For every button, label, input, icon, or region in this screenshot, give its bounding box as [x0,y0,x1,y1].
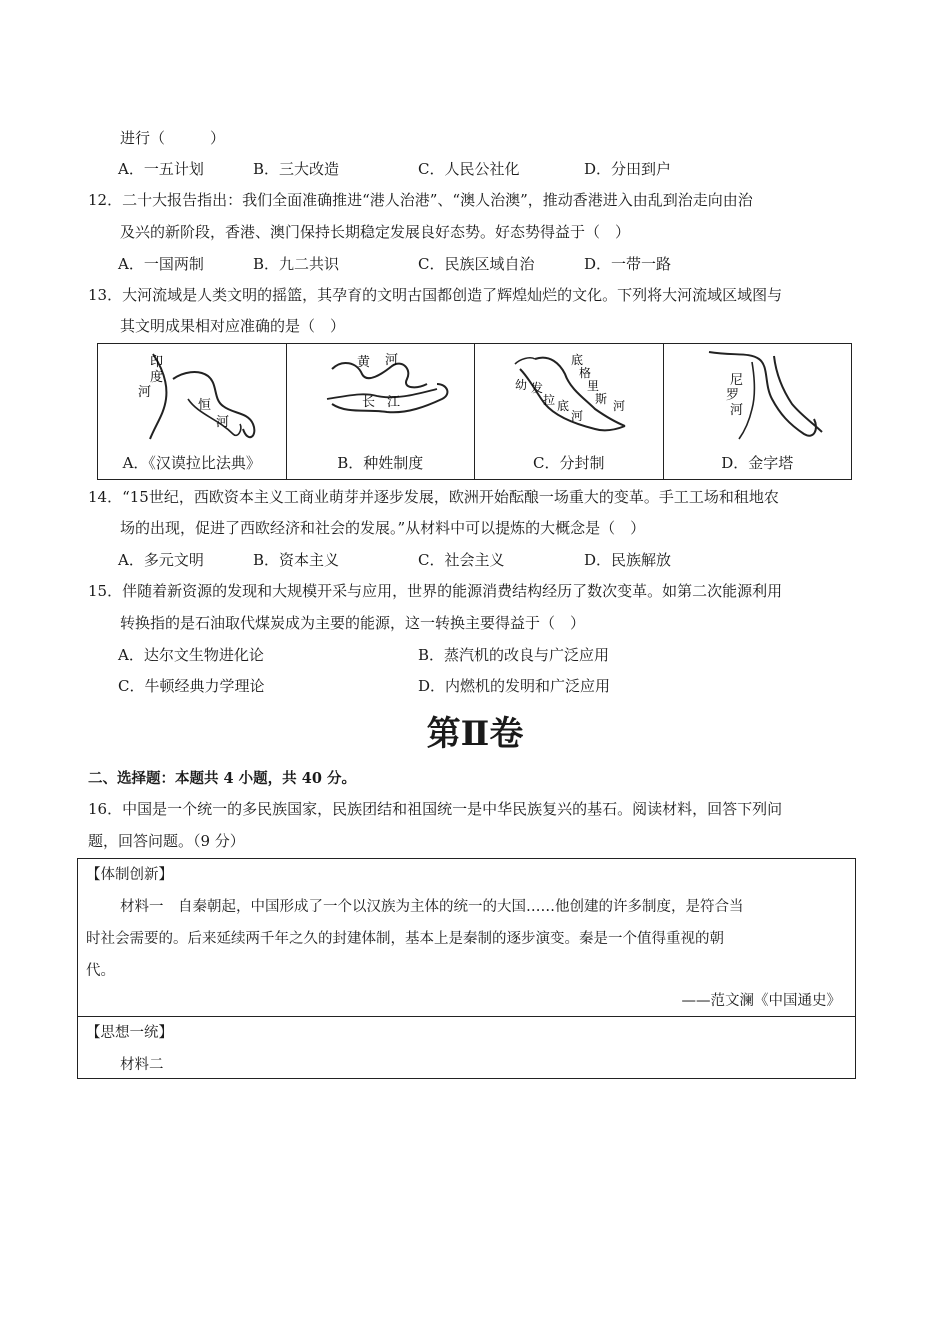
q16-stem-line2 [0,829,950,853]
q14-option-d[interactable]: D．民族解放 [584,551,672,569]
map-d-label-2: 罗 [725,388,739,403]
map-b-label-3: 长 [361,395,375,410]
map-d-label-1: 尼 [729,373,743,388]
q15-option-a[interactable]: A．达尔文生物进化论 [118,646,264,664]
q15-stem-line2 [0,611,950,635]
q15-stem-line1 [0,579,950,603]
q15-option-b[interactable]: B．蒸汽机的改良与广泛应用 [418,646,610,664]
q14-option-b[interactable]: B．资本主义 [253,551,340,569]
q14-text-2: 场的出现，促进了西欧经济和社会的发展。”从材料中可以提炼的大概念是（ ） [120,519,646,537]
map-b-label-2: 河 [384,353,398,368]
box-divider [78,1016,855,1017]
q15-option-c[interactable]: C．牛顿经典力学理论 [118,677,265,695]
map-cell-c[interactable] [475,344,664,479]
map-c-label-3: 里 [587,379,600,393]
material1-line1: 材料一 自秦朝起，中国形成了一个以汉族为主体的统一的大国……他创建的许多制度，是符合当 [120,899,744,915]
q11-block [0,126,950,150]
q14-option-c[interactable]: C．社会主义 [418,551,505,569]
q16-text-1: 16．中国是一个统一的多民族国家，民族团结和祖国统一是中华民族复兴的基石。阅读材料，回答下列问 [88,800,783,818]
map-c-caption: C．分封制 [533,454,605,472]
map-b-label-1: 黄 [356,355,370,370]
map-a-label-5: 河 [216,415,230,430]
map-cell-d[interactable] [664,344,852,479]
q13-text-1: 13．大河流域是人类文明的摇篮，其孕育的文明古国都创造了辉煌灿烂的文化。下列将大河流域区域图与 [88,286,783,304]
material1-line2: 时社会需要的。后来延续两千年之久的封建体制，基本上是秦制的逐步演变。秦是一个值得重视的朝 [86,931,724,947]
material1-source: ——范文澜《中国通史》 [681,993,841,1009]
q15-options-row2 [0,674,950,698]
map-a-label-4: 恒 [198,398,212,413]
q12-text-1: 12．二十大报告指出：我们全面准确推进“港人治港”、“澳人治澳”，推动香港进入由乱到治走向由治 [88,191,753,209]
q15-text-2: 转换指的是石油取代煤炭成为主要的能源，这一转换主要得益于（ ） [120,614,586,632]
q14-options [0,548,950,572]
nile-map [664,344,852,454]
q11-option-c[interactable]: C．人民公社化 [418,160,520,178]
q12-option-b[interactable]: B．九二共识 [253,255,340,273]
map-c-label-1: 底 [571,353,584,367]
material1-line3: 代。 [86,963,115,979]
yellow-yangtze-map [287,344,475,454]
q12-options [0,252,950,276]
river-map-table [97,343,852,480]
material2-label: 材料二 [120,1057,164,1073]
map-d-caption: D．金字塔 [721,454,794,472]
q15-text-1: 15．伴随着新资源的发现和大规模开采与应用，世界的能源消费结构经历了数次变革。如第二次能源利用 [88,582,783,600]
q14-option-a[interactable]: A．多元文明 [118,551,204,569]
map-a-caption: A．《汉谟拉比法典》 [122,454,261,472]
q13-stem-line1 [0,283,950,307]
map-a-label-2: 度 [150,370,164,385]
q16-stem-line1 [0,797,950,821]
q12-text-2: 及兴的新阶段，香港、澳门保持长期稳定发展良好态势。好态势得益于（ ） [120,223,631,241]
map-c-label-6: 幼 [515,378,528,392]
section2-heading [0,767,950,791]
q12-stem-line1 [0,188,950,212]
section2-text: 二、选择题：本题共 4 小题，共 40 分。 [88,770,356,787]
q11-options [0,157,950,181]
q12-option-a[interactable]: A．一国两制 [118,255,204,273]
part2-title: 第Ⅱ卷 [426,714,524,754]
map-c-label-8: 拉 [543,393,556,407]
box-heading-institution: 【体制创新】 [86,867,173,883]
q15-option-d[interactable]: D．内燃机的发明和广泛应用 [418,677,611,695]
q11-option-b[interactable]: B．三大改造 [253,160,340,178]
map-cell-b[interactable] [287,344,476,479]
q12-stem-line2 [0,220,950,244]
map-c-label-4: 斯 [595,392,608,406]
map-c-label-7: 发 [531,381,544,395]
q12-option-d[interactable]: D．一带一路 [584,255,672,273]
map-b-caption: B．种姓制度 [337,454,424,472]
indus-ganges-map [98,344,286,454]
q14-text-1: 14．“15世纪，西欧资本主义工商业萌芽并逐步发展，欧洲开始酝酿一场重大的变革。手工工场和租地农 [88,488,779,506]
map-c-label-2: 格 [579,366,592,380]
map-cell-a[interactable] [98,344,287,479]
map-a-label-3: 河 [138,385,152,400]
q13-stem-line2 [0,314,950,338]
tigris-euphrates-map [475,344,663,454]
q12-option-c[interactable]: C．民族区域自治 [418,255,535,273]
map-c-label-5: 河 [613,399,626,413]
q15-options-row1 [0,643,950,667]
q11-option-d[interactable]: D．分田到户 [584,160,672,178]
q11-option-a[interactable]: A．一五计划 [118,160,204,178]
q14-stem-line1 [0,485,950,509]
box-heading-thought: 【思想一统】 [86,1025,173,1041]
map-c-label-9: 底 [557,399,570,413]
q14-stem-line2 [0,516,950,540]
map-c-label-10: 河 [571,409,584,423]
map-a-label-1: 印 [150,355,164,370]
q11-stem-end: 进行（ ） [120,129,226,147]
material-box [77,858,856,1079]
q16-text-2: 题，回答问题。（9 分） [88,832,245,850]
map-b-label-4: 江 [386,395,400,410]
map-d-label-3: 河 [729,403,743,418]
q13-text-2: 其文明成果相对应准确的是（ ） [120,317,346,335]
